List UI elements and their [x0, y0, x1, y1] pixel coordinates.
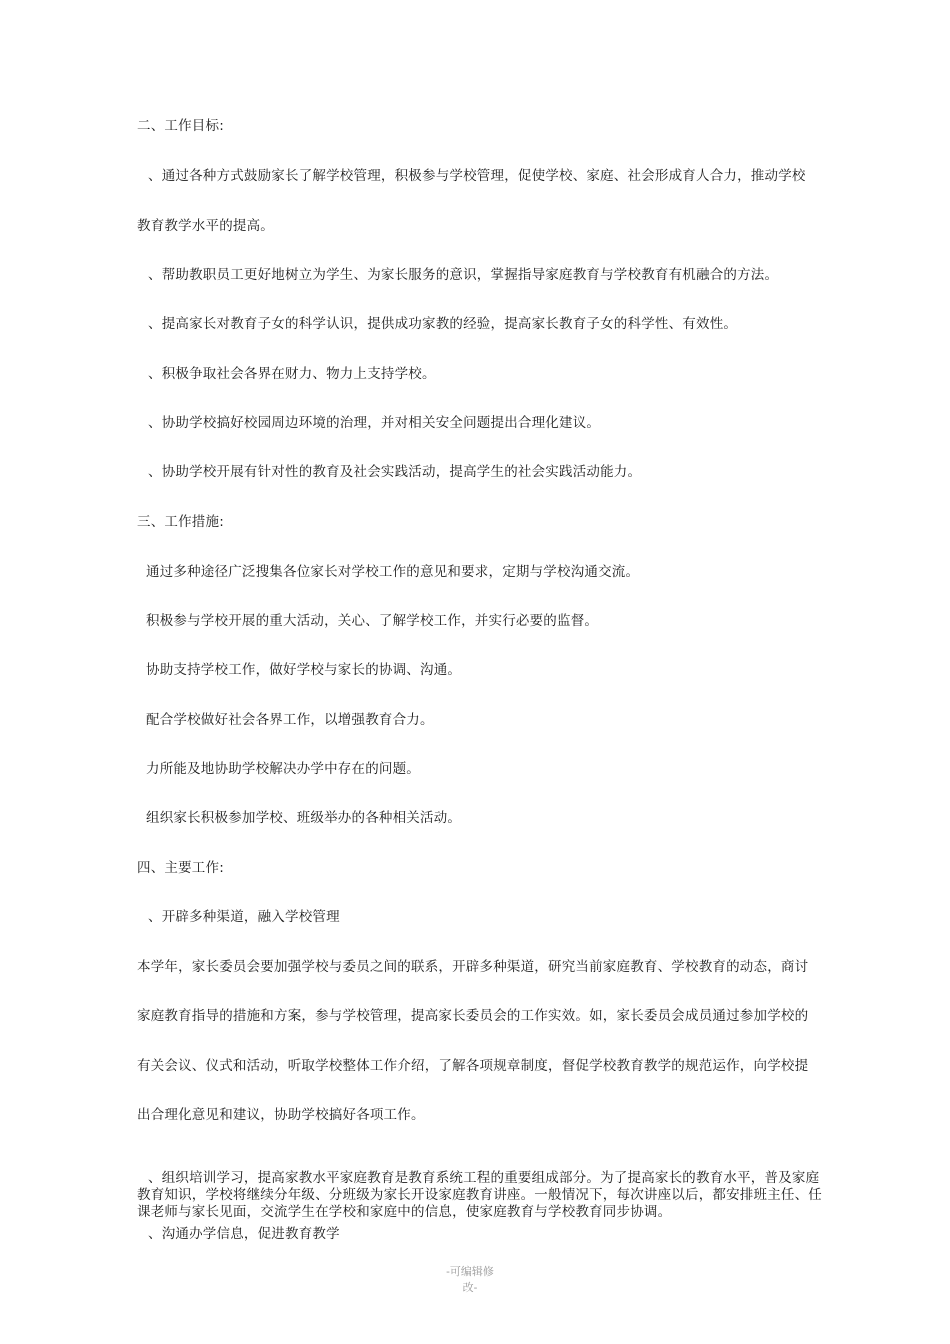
goal-item: 、提高家长对教育子女的科学认识，提供成功家教的经验，提高家长教育子女的科学性、有效性。	[148, 316, 738, 332]
footer-line: 改-	[462, 1281, 478, 1294]
goal-item: 、通过各种方式鼓励家长了解学校管理，积极参与学校管理，促使学校、家庭、社会形成育人合力，推动学校	[148, 168, 806, 184]
measure-item: 积极参与学校开展的重大活动，关心、了解学校工作，并实行必要的监督。	[146, 613, 599, 629]
goal-item: 、积极争取社会各界在财力、物力上支持学校。	[148, 366, 436, 382]
paragraph-line: 出合理化意见和建议，协助学校搞好各项工作。	[137, 1107, 425, 1123]
paragraph-line: 家庭教育指导的措施和方案，参与学校管理，提高家长委员会的工作实效。如，家长委员会成员通过参加学校的	[137, 1008, 809, 1024]
goal-item: 、帮助教职员工更好地树立为学生、为家长服务的意识，掌握指导家庭教育与学校教育有机融合的方法。	[148, 267, 779, 283]
footer-line: -可编辑修	[446, 1265, 494, 1278]
subheading-channels: 、开辟多种渠道，融入学校管理	[148, 909, 340, 925]
subheading-communication: 、沟通办学信息，促进教育教学	[148, 1226, 340, 1242]
paragraph-line: 有关会议、仪式和活动，听取学校整体工作介绍，了解各项规章制度，督促学校教育教学的规范运作，向学校提	[137, 1058, 809, 1074]
measure-item: 力所能及地协助学校解决办学中存在的问题。	[146, 761, 420, 777]
paragraph-training: 、组织培训学习，提高家教水平家庭教育是教育系统工程的重要组成部分。为了提高家长的教育水平，普及家庭教育知识，学校将继续分年级、分班级为家长开设家庭教育讲座。一般情况下，每次讲座以后，都安排班主任、任课老师与家长见面，交流学生在学校和家庭中的信息，使家庭教育与学校教育同步协调。	[137, 1170, 822, 1220]
goal-item: 、协助学校搞好校园周边环境的治理，并对相关安全问题提出合理化建议。	[148, 415, 601, 431]
section-heading-measures: 三、工作措施:	[137, 514, 224, 530]
paragraph-line: 本学年，家长委员会要加强学校与委员之间的联系，开辟多种渠道，研究当前家庭教育、学校教育的动态，商讨	[137, 959, 809, 975]
measure-item: 组织家长积极参加学校、班级举办的各种相关活动。	[146, 810, 462, 826]
goal-item-continuation: 教育教学水平的提高。	[137, 218, 274, 234]
section-heading-goals: 二、工作目标:	[137, 118, 224, 134]
measure-item: 通过多种途径广泛搜集各位家长对学校工作的意见和要求，定期与学校沟通交流。	[146, 564, 640, 580]
goal-item: 、协助学校开展有针对性的教育及社会实践活动，提高学生的社会实践活动能力。	[148, 464, 642, 480]
measure-item: 配合学校做好社会各界工作，以增强教育合力。	[146, 712, 434, 728]
footer-editable-note	[420, 1264, 520, 1296]
section-heading-main-work: 四、主要工作:	[137, 860, 224, 876]
measure-item: 协助支持学校工作，做好学校与家长的协调、沟通。	[146, 662, 462, 678]
